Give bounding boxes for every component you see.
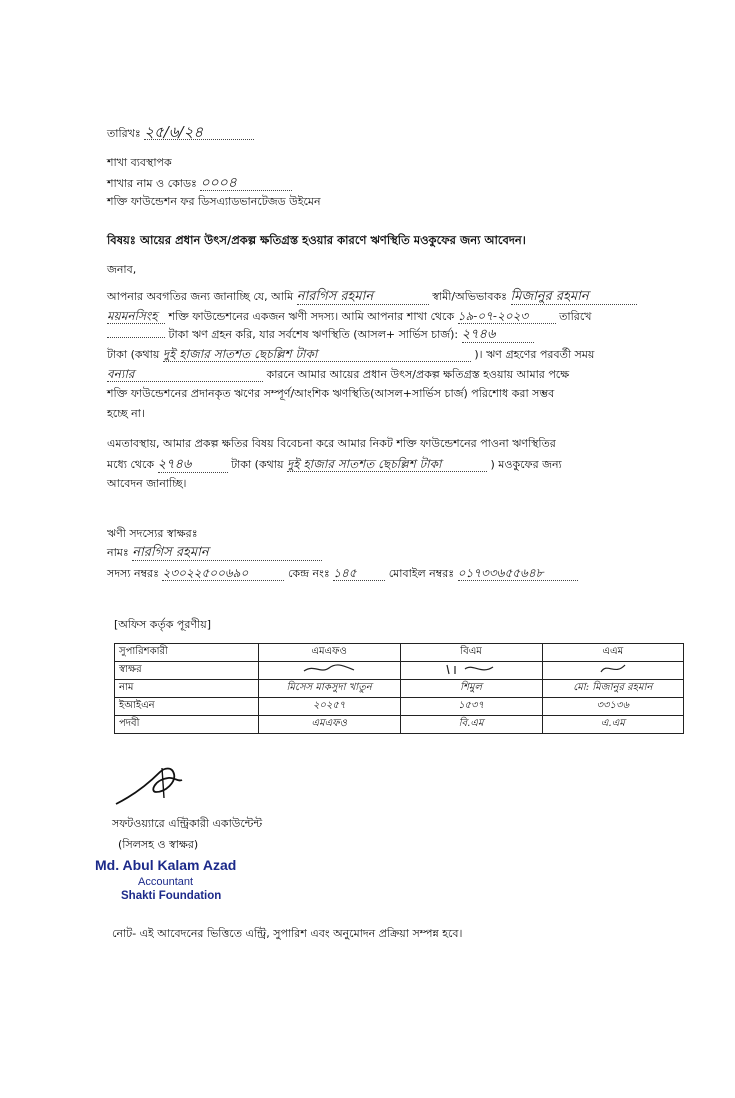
para2-line1: এমতাবস্থায়, আমার প্রকল্প ক্ষতির বিষয় বিবেচনা করে আমার নিকট শক্তি ফাউন্ডেশনের পাওনা ঋণস্থিতির xyxy=(107,437,556,450)
footer-note: নোট- এই আবেদনের ভিত্তিতে এন্ট্রি, সুপারিশ এবং অনুমোদন প্রক্রিয়া সম্পন্ন হবে। xyxy=(112,927,463,940)
column-header: এএম xyxy=(542,644,683,662)
para2-line2 xyxy=(107,457,562,473)
row-label: স্বাক্ষর xyxy=(115,662,259,680)
handwritten-signature-am xyxy=(593,662,633,676)
table-cell: ১৫৩৭ xyxy=(400,698,542,716)
signature-cell xyxy=(400,662,542,680)
row-label: নাম xyxy=(115,680,259,698)
para1-line1 xyxy=(107,290,637,305)
accountant-signature xyxy=(112,762,192,810)
waiver-amount: ২৭৪৬ xyxy=(158,458,228,473)
table-cell: শিমুল xyxy=(400,680,542,698)
mobile-label: মোবাইল নম্বরঃ xyxy=(388,567,455,580)
office-table xyxy=(114,643,684,734)
table-cell: এমএফও xyxy=(258,716,400,734)
borrower-signature-label: ঋণী সদস্যের স্বাক্ষরঃ xyxy=(107,527,198,540)
para2-text: ) মওকুফের জন্য xyxy=(490,458,562,471)
guardian-name: মিজানুর রহমান xyxy=(511,290,637,305)
column-header: সুপারিশকারী xyxy=(115,644,259,662)
addressee-title: শাখা ব্যবস্থাপক xyxy=(107,156,172,169)
member-no: ২৩০২২৫০০৬৯০ xyxy=(162,566,284,581)
member-no-label: সদস্য নম্বরঃ xyxy=(107,567,159,580)
stamp-title: Accountant xyxy=(138,876,194,888)
table-row xyxy=(115,716,684,734)
table-row xyxy=(115,698,684,716)
para1-line6: শক্তি ফাউন্ডেশনের প্রদানকৃত ঋণের সম্পূর্ণ/আংশিক ঋণস্থিতি(আসল+সার্ভিস চার্জ) পরিশোধ করা সম্ভব xyxy=(107,387,555,400)
org-line: শক্তি ফাউন্ডেশন ফর ডিসএ্যাডভানটেজড উইমেন xyxy=(107,195,321,208)
table-row xyxy=(115,644,684,662)
para2-line3: আবেদন জানাচ্ছি। xyxy=(107,477,187,490)
applicant-name: নারগিস রহমান xyxy=(297,290,429,305)
signature-cell xyxy=(258,662,400,680)
para1-text: আপনার অবগতির জন্য জানাচ্ছি যে, আমি xyxy=(107,290,294,303)
table-cell: মো: মিজানুর রহমান xyxy=(542,680,683,698)
loan-amount-blank xyxy=(107,337,165,338)
para1-line7: হচ্ছে না। xyxy=(107,407,145,420)
signature-cell xyxy=(542,662,683,680)
guardian-label: স্বামী/অভিভাবকঃ xyxy=(432,290,508,303)
handwritten-signature-mfo xyxy=(299,662,359,676)
loan-balance: ২৭৪৬ xyxy=(462,328,534,343)
para1-text: শক্তি ফাউন্ডেশনের একজন ঋণী সদস্য। আমি আপনার শাখা থেকে xyxy=(168,310,455,323)
branch-name: ময়মনসিংহ xyxy=(107,309,165,324)
table-cell: ২০২৫৭ xyxy=(258,698,400,716)
borrower-name-line xyxy=(107,546,322,561)
para1-line3 xyxy=(107,328,534,343)
date-label: তারিখঃ xyxy=(107,127,141,140)
table-cell: ৩৩১৩৬ xyxy=(542,698,683,716)
loss-reason: বন্যার xyxy=(107,367,263,382)
column-header: এমএফও xyxy=(258,644,400,662)
center-no: ১৪৫ xyxy=(333,566,385,581)
center-no-label: কেন্দ্র নংঃ xyxy=(287,567,330,580)
table-cell: এ.এম xyxy=(542,716,683,734)
para1-text: তারিখে xyxy=(559,310,592,323)
table-cell: মিসেস মাকসুদা খাতুন xyxy=(258,680,400,698)
date-line xyxy=(107,125,254,141)
para1-line4 xyxy=(107,347,594,362)
borrower-ids-line xyxy=(107,566,578,581)
column-header: বিএম xyxy=(400,644,542,662)
para1-text: টাকা (কথায় xyxy=(107,348,160,361)
seal-note: (সিলসহ ও স্বাক্ষর) xyxy=(118,838,199,851)
date-value: ২৫/৬/২৪ xyxy=(144,125,254,140)
stamp-org: Shakti Foundation xyxy=(121,890,222,902)
para1-line2 xyxy=(107,309,591,324)
salutation: জনাব, xyxy=(107,263,137,276)
row-label: পদবী xyxy=(115,716,259,734)
mobile-no: ০১৭৩৩৬৫৫৬৪৮ xyxy=(458,566,578,581)
handwritten-signature-bm xyxy=(441,662,501,676)
subject-line: বিষয়ঃ আয়ের প্রধান উৎস/প্রকল্প ক্ষতিগ্রস্ত হওয়ার কারণে ঋণস্থিতি মওকুফের জন্য আবেদন। xyxy=(107,233,526,247)
para1-text: টাকা ঋণ গ্রহন করি, যার সর্বশেষ ঋণস্থিতি (আসল+ সার্ভিস চার্জ): xyxy=(168,328,459,341)
branch-line xyxy=(107,176,292,191)
loan-date: ১৯-০৭-২০২৩ xyxy=(458,309,556,324)
balance-in-words: দুই হাজার সাতশত ছেচল্লিশ টাকা xyxy=(163,347,471,362)
accountant-role: সফটওয়্যারে এন্ট্রিকারী একাউন্টেন্ট xyxy=(112,817,263,830)
table-row xyxy=(115,662,684,680)
table-cell: বি.এম xyxy=(400,716,542,734)
branch-label: শাখার নাম ও কোডঃ xyxy=(107,177,197,190)
para1-text: )। ঋণ গ্রহণের পরবর্তী সময় xyxy=(474,348,595,361)
borrower-name-label: নামঃ xyxy=(107,546,129,559)
row-label: ইআইএন xyxy=(115,698,259,716)
waiver-amount-words: দুই হাজার সাতশত ছেচল্লিশ টাকা xyxy=(287,457,487,472)
branch-code: ০০০৪ xyxy=(200,176,292,191)
para2-text: মধ্যে থেকে xyxy=(107,458,155,471)
table-row xyxy=(115,680,684,698)
office-heading: [অফিস কর্তৃক পূরণীয়] xyxy=(114,618,211,631)
borrower-name: নারগিস রহমান xyxy=(132,546,322,561)
para1-text: কারনে আমার আয়ের প্রধান উৎস/প্রকল্প ক্ষতিগ্রস্ত হওয়ায় আমার পক্ষে xyxy=(266,368,570,381)
stamp-name: Md. Abul Kalam Azad xyxy=(95,857,237,873)
para2-text: টাকা (কথায় xyxy=(231,458,284,471)
para1-line5 xyxy=(107,367,569,382)
